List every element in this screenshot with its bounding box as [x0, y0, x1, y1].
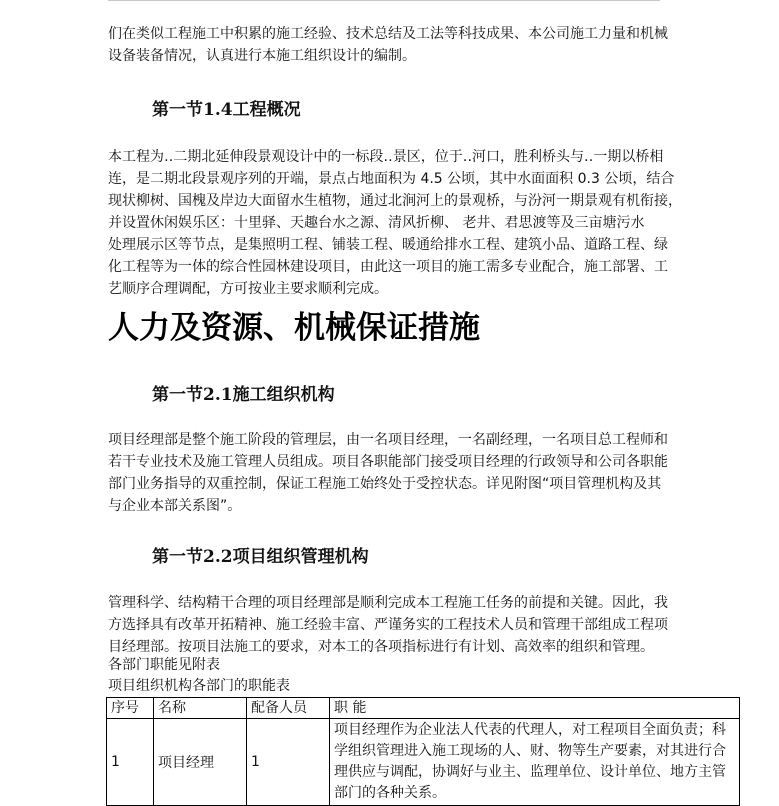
table-header-row: [107, 698, 740, 719]
text-line: 连，是二期北段景观序列的开端，景点占地面积为 4.5 公顷，其中水面面积 0.3 公顷，结合: [108, 171, 675, 187]
duty-line: 学组织管理进入施工现场的人、财、物等生产要素，对其进行合: [334, 743, 726, 759]
intro-paragraph: [108, 23, 668, 67]
text-line: 艺顺序合理调配，方可按业主要求顺利完成。: [108, 281, 388, 297]
text-line: 项目经理部是整个施工阶段的管理层，由一名项目经理，一名副经理，一名项目总工程师和: [108, 432, 668, 448]
cell-duty: [330, 719, 740, 806]
text-line: 们在类似工程施工中积累的施工经验、技术总结及工法等科技成果、本公司施工力量和机械: [108, 26, 668, 42]
text-line: 并设置休闲娱乐区：十里驿、天趣台水之源、清风折柳、 老井、君思渡等及三亩塘污水: [108, 215, 645, 231]
cell-name: 项目经理: [154, 719, 247, 806]
appendix-note: 各部门职能见附表: [108, 657, 220, 673]
chapter-title: 人力及资源、机械保证措施: [108, 310, 480, 346]
cell-no: 1: [107, 719, 154, 806]
text-line: 若干专业技术及施工管理人员组成。项目各职能部门接受项目经理的行政领导和公司各职能: [108, 454, 668, 470]
department-duty-table: [106, 697, 740, 806]
text-line: 设备装备情况，认真进行本施工组织设计的编制。: [108, 48, 416, 64]
text-line: 现状柳树、国槐及岸边大面留水生植物，通过北涧河上的景观桥，与汾河一期景观有机衔接，: [108, 193, 682, 209]
header-name: 名称: [154, 698, 247, 719]
text-line: 管理科学、结构精干合理的项目经理部是顺利完成本工程施工任务的前提和关键。因此，我: [108, 595, 668, 611]
text-line: 部门业务指导的双重控制，保证工程施工始终处于受控状态。详见附图“项目管理机构及其: [108, 476, 662, 492]
text-line: 本工程为‥二期北延伸段景观设计中的一标段‥景区，位于‥河口，胜利桥头与‥一期以桥相: [108, 149, 664, 165]
section-heading-2-2: 第一节2.2项目组织管理机构: [152, 547, 369, 567]
header-no: 序号: [107, 698, 154, 719]
text-line: 处理展示区等节点，是集照明工程、铺装工程、暖通给排水工程、建筑小品、道路工程、绿: [108, 237, 668, 253]
duty-line: 理供应与调配，协调好与业主、监理单位、设计单位、地方主管: [334, 764, 726, 780]
text-line: 目经理部。按项目法施工的要求，对本工的各项指标进行有计划、高效率的组织和管理。: [108, 639, 654, 655]
project-overview-paragraph: [108, 146, 682, 300]
section-heading-2-1: 第一节2.1施工组织机构: [152, 385, 335, 405]
cell-staff: 1: [247, 719, 330, 806]
section-heading-1-4: 第一节1.4工程概况: [152, 100, 301, 120]
organization-paragraph: [108, 429, 668, 517]
header-staff: 配备人员: [247, 698, 330, 719]
header-duty: 职 能: [330, 698, 740, 719]
text-line: 化工程等为一体的综合性园林建设项目，由此这一项目的施工需多专业配合，施工部署、工: [108, 259, 668, 275]
management-paragraph: [108, 592, 668, 658]
text-line: 方选择具有改革开拓精神、施工经验丰富、严谨务实的工程技术人员和管理干部组成工程项: [108, 617, 668, 633]
table-row: [107, 719, 740, 806]
table-caption: 项目组织机构各部门的职能表: [108, 678, 290, 694]
page-top-rule: [108, 0, 660, 1]
duty-line: 部门的各种关系。: [334, 785, 446, 801]
text-line: 与企业本部关系图”。: [108, 498, 242, 514]
duty-line: 项目经理作为企业法人代表的代理人，对工程项目全面负责；科: [334, 722, 726, 738]
